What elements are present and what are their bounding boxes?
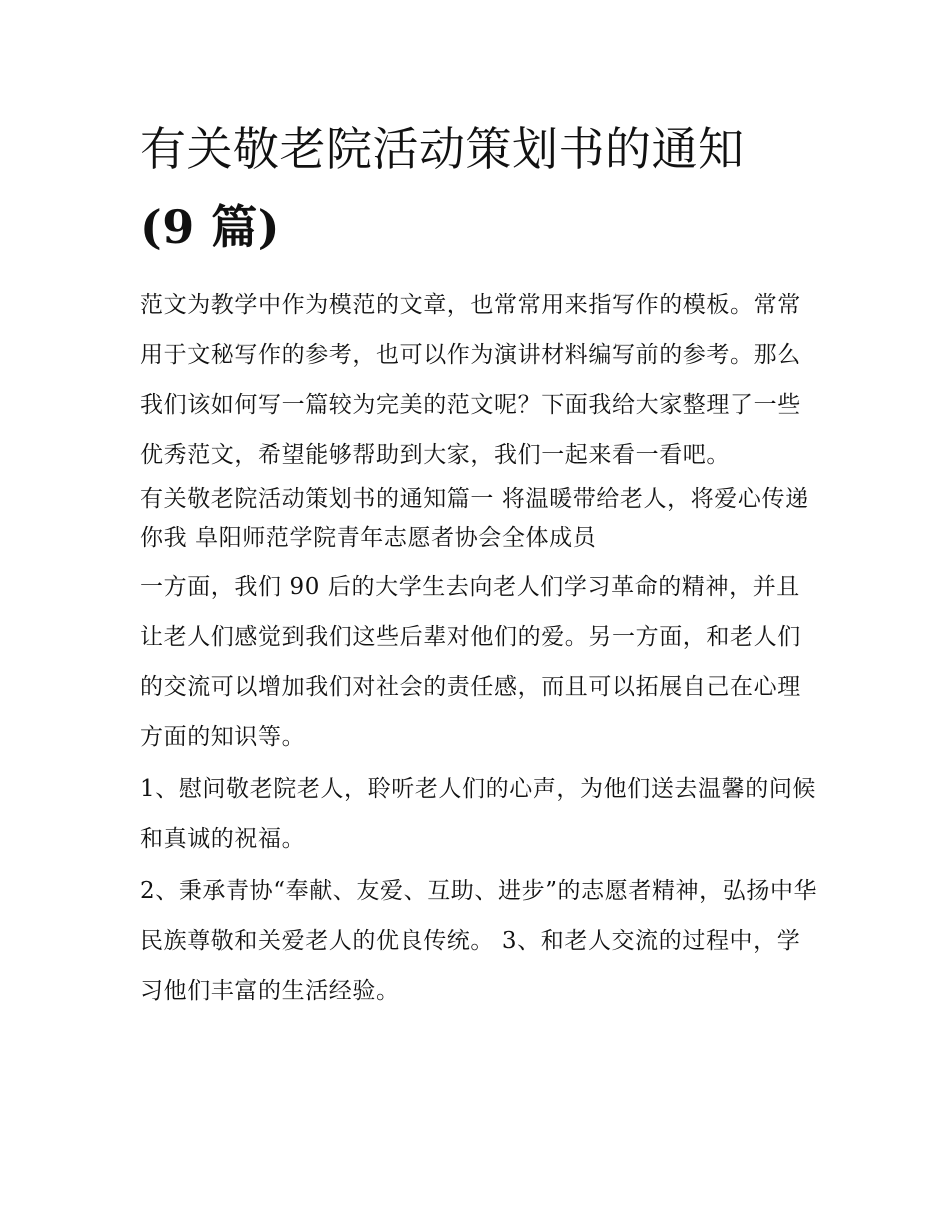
section-heading-paragraph: 有关敬老院活动策划书的通知篇一 将温暖带给老人，将爱心传递你我 阜阳师范学院青年志愿者协会全体成员 [140,486,809,551]
purpose-paragraph: 一方面，我们 90 后的大学生去向老人们学习革命的精神，并且让老人们感觉到我们这些后辈对他们的爱。另一方面，和老人们的交流可以增加我们对社会的责任感，而且可以拓展自己在心理方面的知识等。 [140,574,801,750]
title-line-1: 有关敬老院活动策划书的通知 [140,122,745,176]
title-line-2: (9 篇) [140,200,281,254]
goal-item-1: 1、慰问敬老院老人，聆听老人们的心声，为他们送去温馨的问候和真诚的祝福。 [140,776,817,852]
intro-paragraph: 范文为教学中作为模范的文章，也常常用来指写作的模板。常常用于文秘写作的参考，也可以作为演讲材料编写前的参考。那么我们该如何写一篇较为完美的范文呢？下面我给大家整理了一些优秀范文，希望能够帮助到大家，我们一起来看一看吧。 [140,292,801,468]
goal-item-2-3: 2、秉承青协“奉献、友爱、互助、进步”的志愿者精神，弘扬中华民族尊敬和关爱老人的优良传统。 3、和老人交流的过程中，学习他们丰富的生活经验。 [140,878,818,1004]
document-title [140,110,820,266]
document-page [140,110,820,1016]
